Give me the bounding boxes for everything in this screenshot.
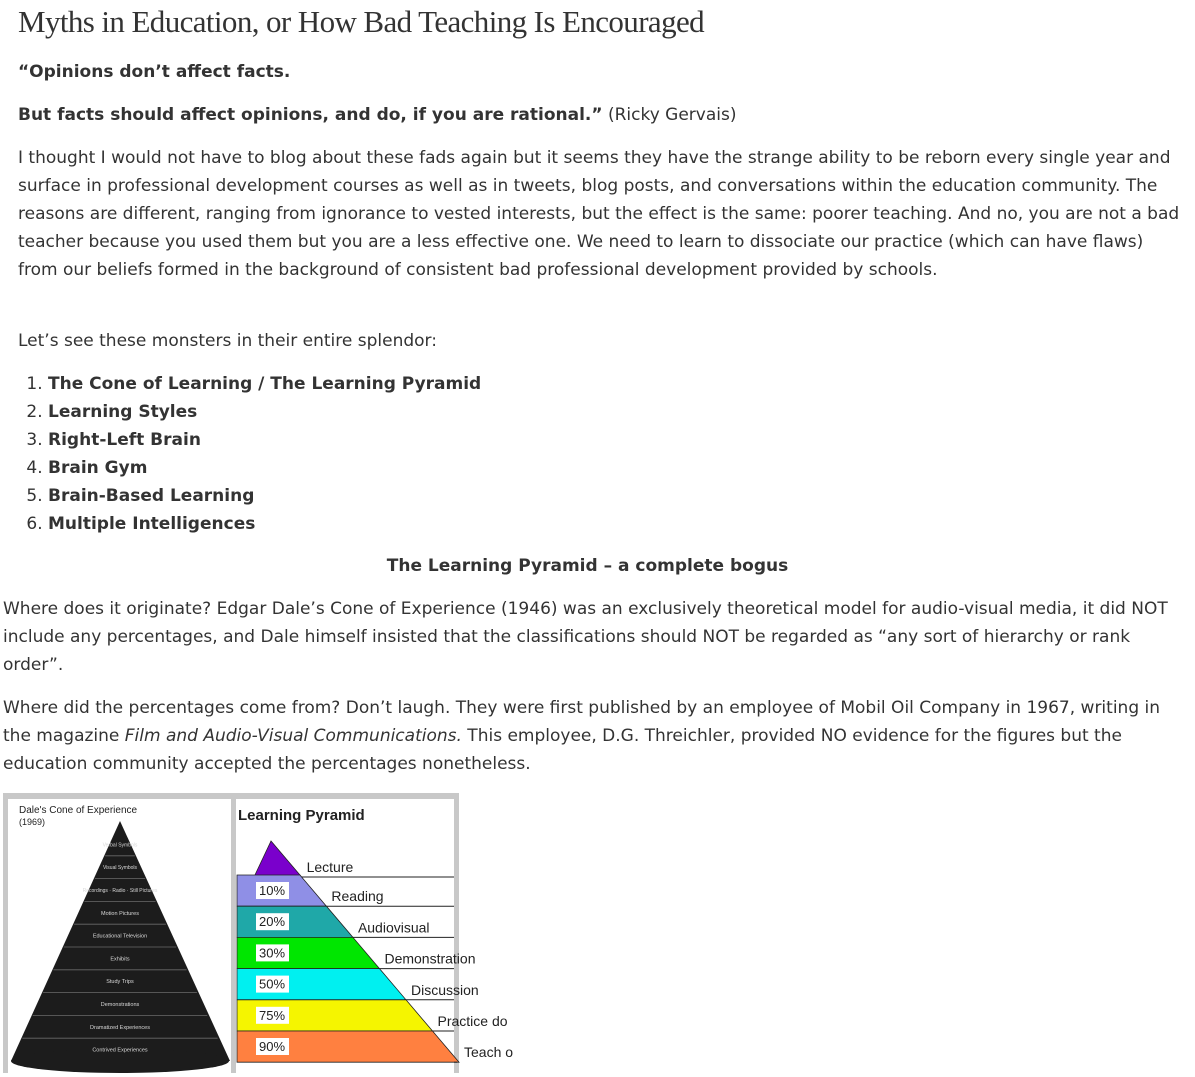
percent-label: 75%	[258, 1007, 286, 1023]
quote-line-2	[18, 101, 736, 129]
section-heading: The Learning Pyramid – a complete bogus	[386, 556, 789, 576]
list-item: 3. Right-Left Brain	[48, 426, 481, 454]
intro-paragraph: I thought I would not have to blog about these fads again but it seems they have the strange ability to be reborn every single year and surface in professional development courses as well as in tweets, blog posts, and conversations within the education community. The reasons are different, ranging from ignorance to vested interests, but the effect is the same: poorer teaching. And no, you are not a bad teacher because you used them but you are a less effective one. We need to learn to dissociate our practice (which can have flaws) from our beliefs formed in the background of consistent bad professional development provided by schools.	[18, 148, 1180, 280]
cone-level-label: Recordings · Radio · Still Pictures	[82, 888, 158, 894]
learning-pyramid-diagram	[236, 799, 514, 1073]
pyramid-level-label: Lecture	[306, 859, 354, 875]
cone-level-label: Dramatized Experiences	[90, 1024, 150, 1031]
quote-line-1: “Opinions don’t affect facts.	[18, 62, 291, 82]
magazine-title: Film and Audio-Visual Communications.	[124, 726, 462, 746]
percent-label: 50%	[258, 976, 286, 992]
cone-level-label: Verbal Symbols	[102, 842, 138, 849]
cone-level-label: Demonstrations	[100, 1002, 140, 1008]
pyramid-level-label: Practice do	[437, 1013, 508, 1029]
percent-label: 30%	[258, 945, 286, 961]
pyramid-levels	[237, 841, 513, 1062]
origin-paragraph: Where does it originate? Edgar Dale’s Cone of Experience (1946) was an exclusively theoretical model for audio-visual media, it did NOT include any percentages, and Dale himself insisted that the classifications should NOT be regarded as “any sort of hierarchy or rank order”.	[3, 599, 1168, 675]
pyramid-level-label: Audiovisual	[357, 919, 430, 936]
percent-label: 20%	[258, 914, 286, 930]
pyramid-level-label: Discussion	[410, 981, 479, 998]
cone-year: (1969)	[19, 817, 46, 827]
myths-list	[48, 370, 481, 538]
pyramid-title: Learning Pyramid	[238, 807, 365, 824]
cone-level-label: Visual Symbols	[102, 865, 138, 872]
list-item: 2. Learning Styles	[48, 398, 481, 426]
cone-level-label: Motion Pictures	[101, 910, 139, 917]
list-item: 1. The Cone of Learning / The Learning Pyramid	[48, 370, 481, 398]
pyramid-level-label: Teach o	[464, 1044, 514, 1061]
list-item: 6. Multiple Intelligences	[48, 510, 481, 538]
pyramid-band	[237, 906, 353, 937]
cone-level-label: Educational Television	[92, 933, 148, 940]
list-item: 4. Brain Gym	[48, 454, 481, 482]
quote-text: But facts should affect opinions, and do, if you are rational.”	[18, 105, 603, 125]
list-item: 5. Brain-Based Learning	[48, 482, 481, 510]
cone-level-label: Contrived Experiences	[92, 1047, 148, 1054]
percent-label: 10%	[258, 883, 286, 898]
pyramid-level-label: Reading	[331, 888, 384, 905]
percentages-text-end: This employee, D.G. Threichler, provided NO evidence for the figures but the education community accepted the percentages nonetheless.	[3, 726, 1122, 774]
cone-title: Dale's Cone of Experience	[19, 805, 138, 816]
comparison-figure	[3, 793, 514, 1073]
percent-label: 90%	[258, 1039, 286, 1054]
percentages-text: Where did the percentages come from? Don’t laugh. They were first published by an employee of Mobil Oil Company in 1967, writing in the magazine	[3, 698, 1161, 746]
cone-level-label: Exhibits	[110, 956, 130, 963]
learning-pyramid-panel	[236, 799, 514, 1073]
quote-attribution: (Ricky Gervais)	[602, 105, 737, 125]
list-lead: Let’s see these monsters in their entire splendor:	[18, 331, 437, 351]
page-title: Myths in Education, or How Bad Teaching Is Encouraged	[18, 4, 705, 39]
pyramid-band	[254, 841, 302, 877]
pyramid-level-label: Demonstration	[384, 950, 476, 967]
percentages-paragraph	[3, 694, 1183, 778]
cone-level-label: Study Trips	[106, 979, 134, 986]
cone-diagram	[8, 799, 231, 1073]
cone-of-experience-panel	[8, 799, 231, 1073]
